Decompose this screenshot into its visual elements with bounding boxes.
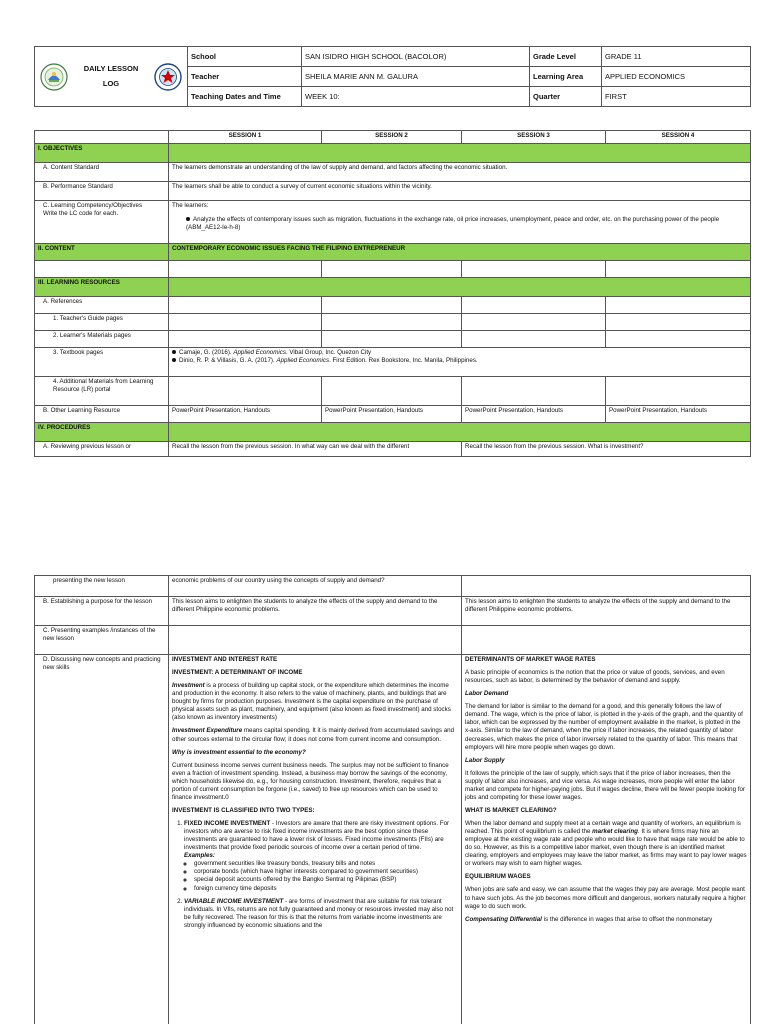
performance-standard-label: B. Performance Standard xyxy=(35,182,169,201)
other-resource-s1: PowerPoint Presentation, Handouts xyxy=(169,406,322,423)
examples-label: C. Presenting examples /instances of the new lesson xyxy=(35,626,169,655)
teacher-value: SHEILA MARIE ANN M. GALURA xyxy=(302,67,530,87)
right-para-1: A basic principle of economics is the notion that the price or value of goods, services, and even resources, such as labor, is determined by the behavior of demand and supply. xyxy=(465,669,725,685)
school-label: School xyxy=(188,47,302,67)
investment-type-1: 1. FIXED INCOME INVESTMENT - Investors are aware that there are risky investment options. For investors who are averse to risk fixed income investments are the best option since these investments are guaranteed to have a lower risk of losses. Fixed income investments (FIIs) are investments that provide fixed periodic sources of income over a certain period of time. Examples: ◦ government securities like treasury bonds, treasury bills and notes ◦ corporate bonds (which have higher interests compared to government securities) ◦ special deposit accounts offered by the Bangko Sentral ng Pilipinas (BSP) ◦ foreign currency time deposits xyxy=(184,820,458,893)
dll-title-line1: DAILY LESSON xyxy=(83,64,139,74)
textbook-ref-2: Dinio, R. P. & Villasis, G. A. (2017). Applied Economics. First Edition. Rex Bookstore, Inc. Manila, Philippines. xyxy=(172,357,747,365)
resources-heading: III. LEARNING RESOURCES xyxy=(35,278,169,297)
textbook-row xyxy=(35,348,751,377)
teaching-dates-label: Teaching Dates and Time xyxy=(188,87,302,107)
right-para-6: Compensating Differential is the difference in wages that arise to offset the nonmonetary xyxy=(465,915,713,923)
session-4-header: SESSION 4 xyxy=(606,131,751,144)
tg-label: 1. Teacher's Guide pages xyxy=(35,314,169,331)
investment-types-list xyxy=(172,820,458,930)
right-para-3: It follows the principle of the law of supply, which says that if the price of labor increases, then the supply of labor also increases, and vice versa. As wage increases, more people will enter the labor market and compete for higher-paying jobs. But if wages decline, there will be fewer people looking for jobs and competing for these lower wages. xyxy=(465,769,745,801)
competency-label-cell xyxy=(35,201,169,244)
purpose-s3: This lesson aims to enlighten the students to analyze the effects of the supply and demand to the different Philippine economic problems. xyxy=(462,597,751,626)
other-resource-s4: PowerPoint Presentation, Handouts xyxy=(606,406,751,423)
lm-row xyxy=(35,331,751,348)
competency-note: Write the LC code for each. xyxy=(43,210,119,218)
left-para-3: Current business income serves current business needs. The surplus may not be sufficient to finance even a fraction of investment spending. Instead, a business may borrow the savings of the economy, which households likewise do, e.g., for housing construction. Investment, therefore, requires that a portion of current consumption be forgone (i.e., saved) to free up resources which can be used to finance investment.0 xyxy=(172,761,449,801)
review-row xyxy=(35,442,751,457)
content-standard-value: The learners demonstrate an understanding of the law of supply and demand, and factors affecting the economic situation. xyxy=(169,163,751,182)
performance-standard-value: The learners shall be able to conduct a survey of current economic situations within the vicinity. xyxy=(169,182,751,201)
objectives-heading: I. OBJECTIVES xyxy=(35,144,169,163)
right-para-2: The demand for labor is similar to the demand for a good, and this generally follows the law of demand. The wage, which is the price of labor, is plotted in the y-axis of the graph, and the quantity of labor, which can be expressed by the number of employment available in the market, is plotted in the x-axis. Similar to the law of demand, when the price if labor increases, the related quantity of labor decreases, which makes the price of labor inversely related to the quantity of labor. This means that employers will hire more people when wages go down. xyxy=(465,703,743,751)
discussion-left-cell xyxy=(169,655,462,1024)
content-heading: II. CONTENT xyxy=(35,244,169,261)
left-para-2: Investment Expenditure means capital spending. It it is mainly derived from accumulated savings and other sources external to the circular flow; it does not come from current income and consumption. xyxy=(172,727,455,743)
examples-row xyxy=(35,626,751,655)
procedures-table-continued xyxy=(34,575,751,1024)
header-logo-cell xyxy=(35,47,188,107)
competency-intro: The learners: xyxy=(172,202,209,209)
resources-heading-row xyxy=(35,278,751,297)
lm-label: 2. Learner's Materials pages xyxy=(35,331,169,348)
example-item: ◦ government securities like treasury bonds, treasury bills and notes xyxy=(194,860,458,868)
left-heading-1: INVESTMENT AND INTEREST RATE xyxy=(172,656,278,663)
textbook-label: 3. Textbook pages xyxy=(35,348,169,377)
content-value: CONTEMPORARY ECONOMIC ISSUES FACING THE FILIPINO ENTREPRENEUR xyxy=(169,244,751,261)
examples-heading: Examples: xyxy=(184,852,215,860)
content-row xyxy=(35,244,751,261)
lr-label: 4. Additional Materials from Learning Resource (LR) portal xyxy=(35,377,169,406)
session-3-header: SESSION 3 xyxy=(462,131,606,144)
left-heading-2: INVESTMENT: A DETERMINANT OF INCOME xyxy=(172,669,303,677)
session-2-header: SESSION 2 xyxy=(322,131,462,144)
bullet-icon xyxy=(172,350,176,354)
review-cont-row xyxy=(35,576,751,597)
left-para-1: Investment is a process of building up capital stock, or the expenditure which determines the income and production in the economy. It also refers to the value of machinery, plants, and buildings that are bought by firms for production purposes. Investment is the capital expenditure on the purchase of physical assets such as plant, machinery, and equipment (also known as fixed investment) and stocks (also known as inventory investments) xyxy=(172,682,451,722)
examples-list xyxy=(184,860,458,892)
school-value: SAN ISIDRO HIGH SCHOOL (BACOLOR) xyxy=(302,47,530,67)
discussion-right-cell xyxy=(462,655,751,1024)
purpose-label: B. Establishing a purpose for the lesson xyxy=(35,597,169,626)
objectives-heading-row xyxy=(35,144,751,163)
right-heading-3: EQUILIBRIUM WAGES xyxy=(465,873,531,881)
investment-type-2: 2. VARIABLE INCOME INVESTMENT - are forms of investment that are suitable for risk tolerant individuals. In VIIs, returns are not fully guaranteed and money or resources invested may also not be fully recovered. The reason for this is that the returns from variable income investments are strongly influenced by economic situations and the xyxy=(184,898,458,930)
bullet-icon xyxy=(186,217,190,221)
purpose-s1: This lesson aims to enlighten the students to analyze the effects of the supply and demand to the different Philippine economic problems. xyxy=(169,597,462,626)
quarter-label: Quarter xyxy=(530,87,602,107)
deped-logo-cell xyxy=(38,62,70,91)
teacher-label: Teacher xyxy=(188,67,302,87)
competency-bullet xyxy=(172,216,747,232)
grade-level-value: GRADE 11 xyxy=(602,47,751,67)
other-resource-s2: PowerPoint Presentation, Handouts xyxy=(322,406,462,423)
left-question: Why is investment essential to the economy? xyxy=(172,748,306,756)
content-standard-row xyxy=(35,163,751,182)
textbook-value-cell xyxy=(169,348,751,377)
deped-logo-icon xyxy=(40,63,68,91)
competency-value-cell xyxy=(169,201,751,244)
learning-area-value: APPLIED ECONOMICS xyxy=(602,67,751,87)
review-label-cont: presenting the new lesson xyxy=(35,576,169,597)
references-label: A. References xyxy=(35,297,169,314)
competency-label: C. Learning Competency/Objectives xyxy=(43,202,143,209)
example-item: ◦ corporate bonds (which have higher interests compared to government securities) xyxy=(194,868,458,876)
quarter-value: FIRST xyxy=(602,87,751,107)
seal-logo-cell xyxy=(152,62,184,91)
review-s3: Recall the lesson from the previous session. What is investment? xyxy=(462,442,751,457)
review-s1-cont: economic problems of our country using the concepts of supply and demand? xyxy=(169,576,462,597)
content-blank-row xyxy=(35,261,751,278)
lesson-table xyxy=(34,130,751,457)
page-gap xyxy=(0,520,768,575)
performance-standard-row xyxy=(35,182,751,201)
dll-title xyxy=(70,62,152,91)
discuss-label: D. Discussing new concepts and practicing new skills xyxy=(35,655,169,1024)
review-label: A. Reviewing previous lesson or xyxy=(35,442,169,457)
review-s1: Recall the lesson from the previous session. In what way can we deal with the different xyxy=(169,442,462,457)
right-heading-2: WHAT IS MARKET CLEARING? xyxy=(465,806,557,814)
competency-text: Analyze the effects of contemporary issues such as migration, fluctuations in the exchange rate, oil price increases, unemployment, peace and order, etc. on the purchasing power of the people (ABM_AE12-Ie-h-8) xyxy=(186,216,720,232)
other-resource-label: B. Other Learning Resource xyxy=(35,406,169,423)
lr-row xyxy=(35,377,751,406)
right-sub-1: Labor Demand xyxy=(465,690,509,698)
procedures-heading: IV. PROCEDURES xyxy=(35,423,169,442)
seal-logo-icon xyxy=(154,63,182,91)
dll-title-line2: LOG xyxy=(102,78,120,88)
session-header-row xyxy=(35,131,751,144)
competency-row xyxy=(35,201,751,244)
references-row xyxy=(35,297,751,314)
teaching-dates-value: WEEK 10: xyxy=(302,87,530,107)
example-item: ◦ special deposit accounts offered by the Bangko Sentral ng Pilipinas (BSP) xyxy=(194,876,458,884)
content-standard-label: A. Content Standard xyxy=(35,163,169,182)
procedures-heading-row xyxy=(35,423,751,442)
left-heading-3: INVESTMENT IS CLASSIFIED INTO TWO TYPES: xyxy=(172,806,315,814)
right-sub-2: Labor Supply xyxy=(465,756,505,764)
other-resource-row xyxy=(35,406,751,423)
session-1-header: SESSION 1 xyxy=(169,131,322,144)
textbook-ref-1: Camaje, G. (2016). Applied Economics. Vibal Group, Inc. Quezon City xyxy=(172,349,747,357)
right-heading-1: DETERMINANTS OF MARKET WAGE RATES xyxy=(465,656,596,663)
header-table xyxy=(34,46,751,107)
learning-area-label: Learning Area xyxy=(530,67,602,87)
example-item: ◦ foreign currency time deposits xyxy=(194,885,458,893)
discussion-row xyxy=(35,655,751,1024)
right-para-4: When the labor demand and supply meet at a certain wage and quantity of workers, an equilibrium is reached. This point of equilibrium is called the market clearing. It is where firms may hire an employee at the existing wage rate and people who would like to have that wage rate would be able to do so. However, as this is a competitive labor market, even though there is an identified market clearing, employers and employees may leave the labor market, as firms may want to pay lower wages or workers may wish to earn higher wages. xyxy=(465,820,747,868)
tg-row xyxy=(35,314,751,331)
purpose-row xyxy=(35,597,751,626)
document-page-2 xyxy=(0,575,768,1024)
grade-level-label: Grade Level xyxy=(530,47,602,67)
right-para-5: When jobs are safe and easy, we can assume that the wages they pay are average. Most people want to have such jobs. As the job becomes more difficult and dangerous, workers naturally require a higher wage to do such work. xyxy=(465,886,746,910)
other-resource-s3: PowerPoint Presentation, Handouts xyxy=(462,406,606,423)
bullet-icon xyxy=(172,358,176,362)
